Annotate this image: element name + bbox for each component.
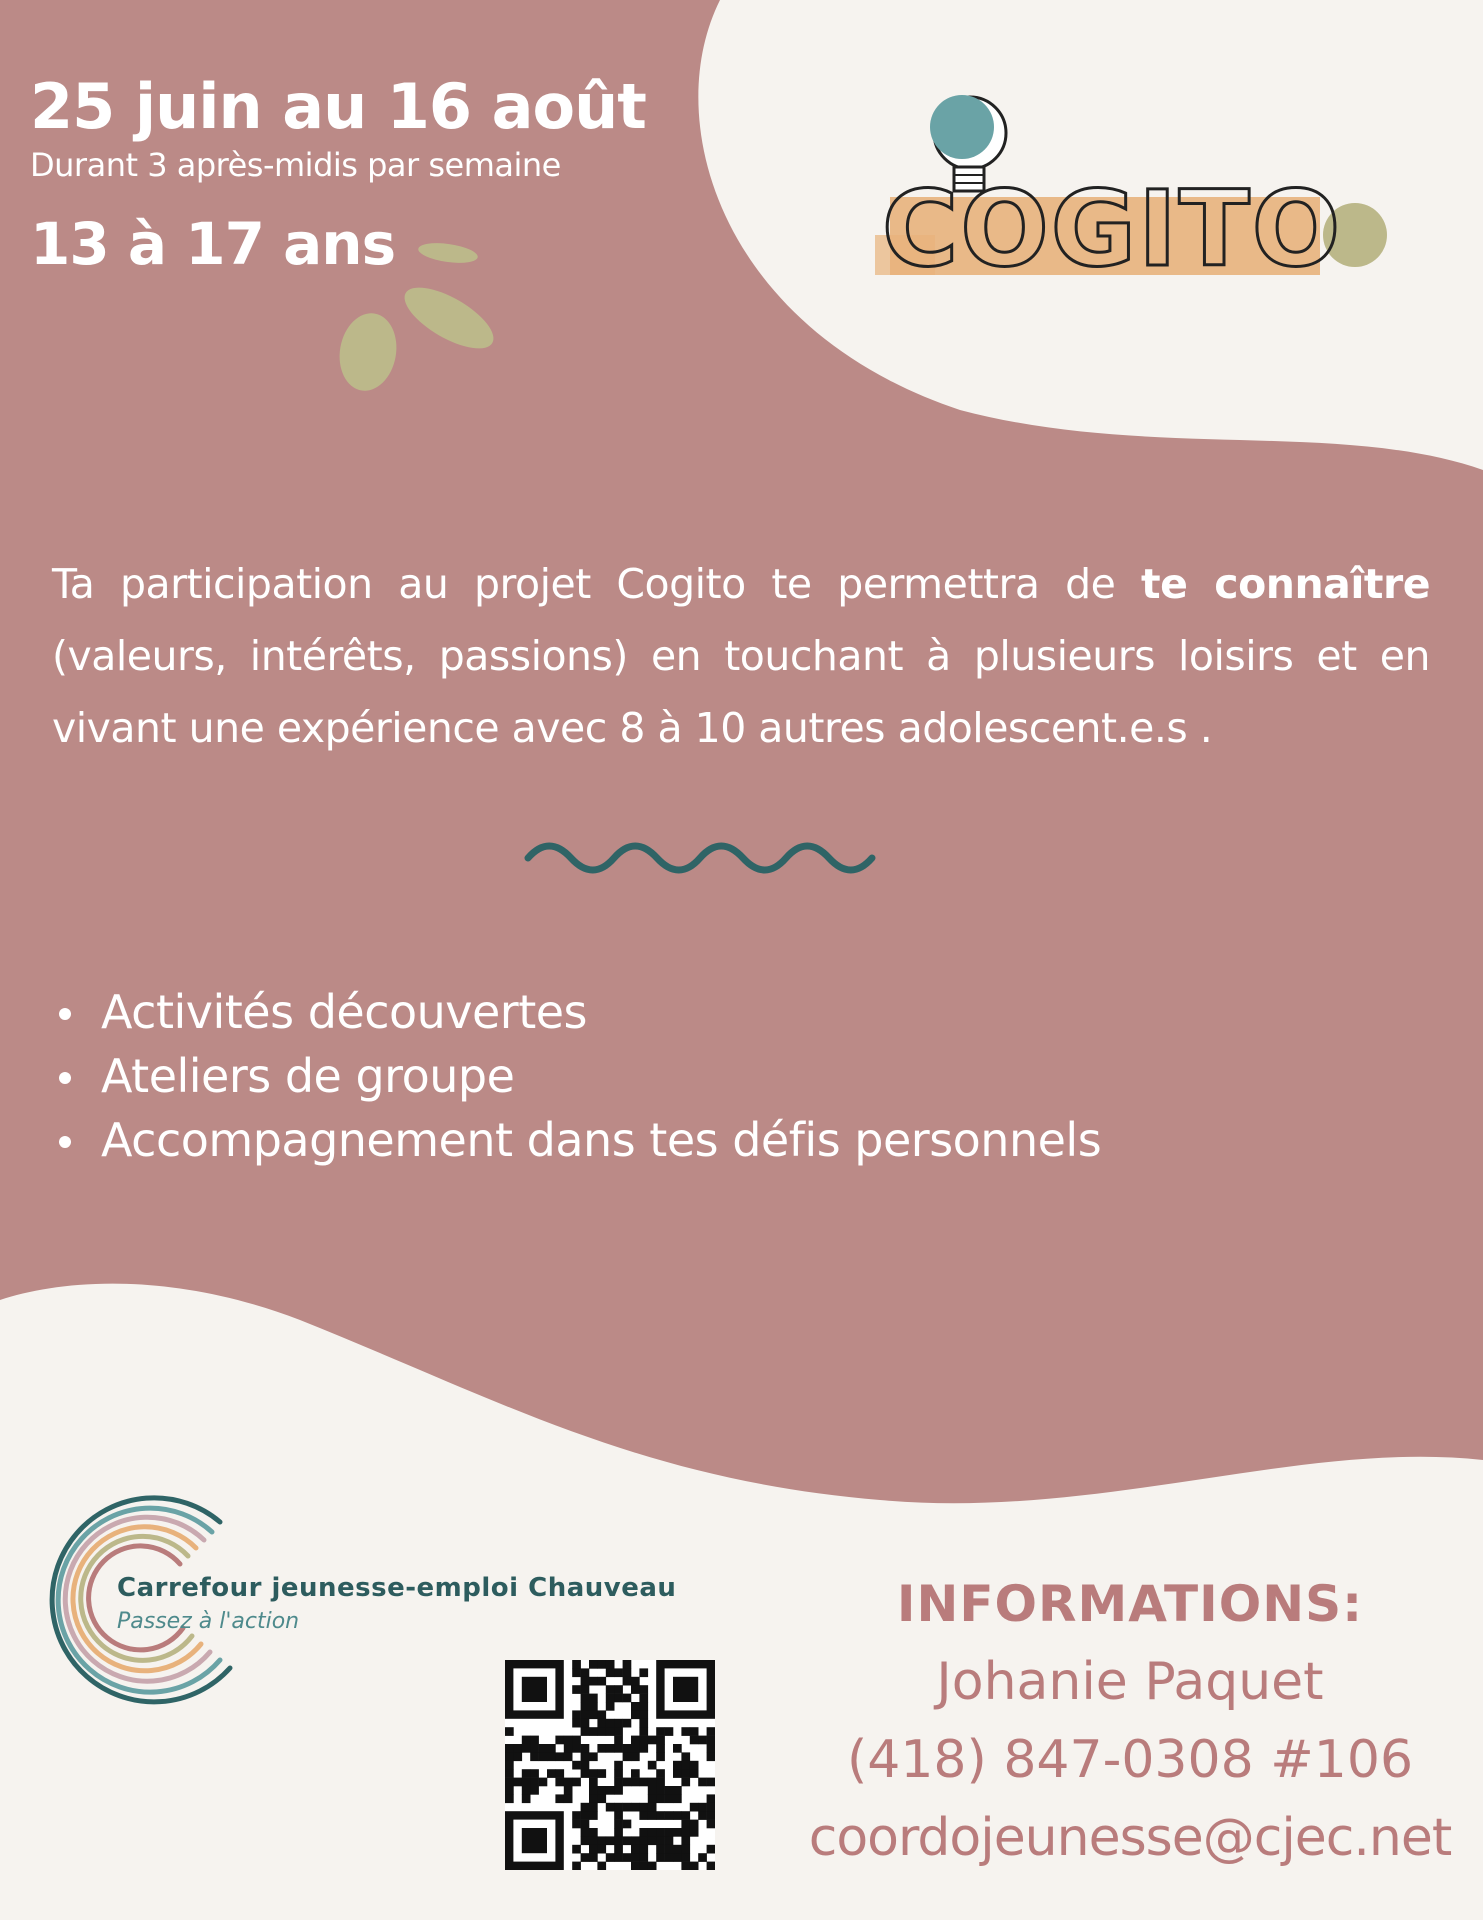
list-item: Activités découvertes xyxy=(55,980,1101,1044)
age-range: 13 à 17 ans xyxy=(30,210,396,278)
qr-finder-pattern xyxy=(522,1828,547,1853)
contact-phone[interactable]: (418) 847-0308 #106 xyxy=(846,1730,1414,1790)
qr-finder-pattern xyxy=(522,1677,547,1702)
organization-name: Carrefour jeunesse-emploi Chauveau xyxy=(117,1573,677,1603)
cogito-logo xyxy=(870,85,1410,315)
list-item: Accompagnement dans tes défis personnels xyxy=(55,1108,1101,1172)
frequency-text: Durant 3 après-midis par semaine xyxy=(30,146,561,184)
intro-bold-text: te connaître xyxy=(1141,560,1431,608)
contact-name: Johanie Paquet xyxy=(936,1652,1324,1712)
list-item: Ateliers de groupe xyxy=(55,1044,1101,1108)
intro-paragraph xyxy=(52,548,1430,764)
qr-code[interactable] xyxy=(505,1660,715,1870)
contact-title: INFORMATIONS: xyxy=(896,1575,1364,1633)
date-range: 25 juin au 16 août xyxy=(30,70,646,143)
cogito-wordmark: COGITO xyxy=(882,168,1343,290)
activities-list xyxy=(55,980,1101,1172)
contact-email[interactable]: coordojeunesse@cjec.net xyxy=(808,1808,1452,1868)
intro-text-end: (valeurs, intérêts, passions) en touchant à plusieurs loisirs et en vivant une expérience avec 8 à 10 autres adolescent.e.s . xyxy=(52,632,1430,752)
organization-slogan: Passez à l'action xyxy=(117,1609,300,1634)
intro-text-start: Ta participation au projet Cogito te permettra de xyxy=(52,560,1142,608)
qr-finder-pattern xyxy=(673,1677,698,1702)
